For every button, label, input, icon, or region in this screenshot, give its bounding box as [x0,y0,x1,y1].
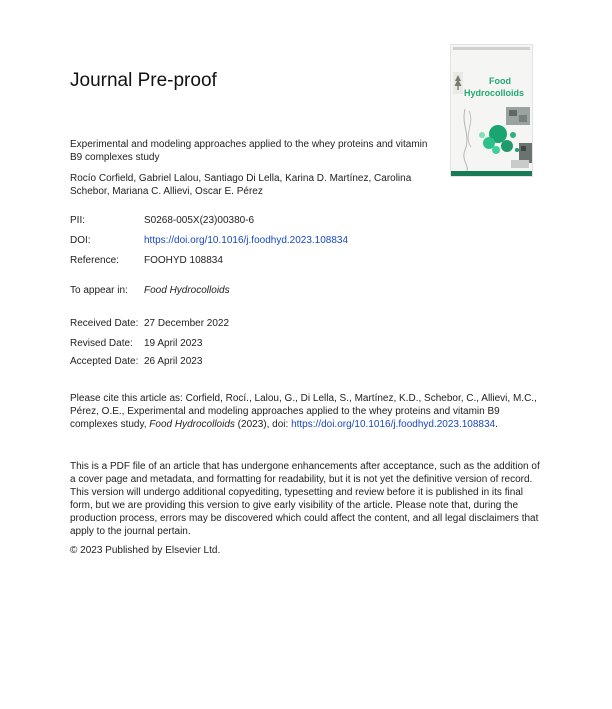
citation-prefix: Please cite this article as: Corfield, Rocí., Lalou, G., Di Lella, S., Martínez, K.D., Schebor, C., Allievi, M.C., Pérez, O.E., Experimental and modeling approaches applied to the whey proteins and vitamin B9 complexes study, [70,393,537,430]
reference-label: Reference: [70,255,119,266]
cover-artwork [451,105,533,171]
article-authors: Rocío Corfield, Gabriel Lalou, Santiago Di Lella, Karina D. Martínez, Carolina Schebor, Mariana C. Allievi, Oscar E. Pérez [70,173,412,197]
revised-date-value: 19 April 2023 [144,338,203,349]
cover-footer-strip [451,171,533,177]
cover-header-bar [453,47,530,50]
citation-paragraph [70,392,540,431]
journal-pre-proof-heading: Journal Pre-proof [70,70,217,91]
received-date-value: 27 December 2022 [144,318,230,329]
appear-in-label: To appear in: [70,285,128,296]
doi-link[interactable]: https://doi.org/10.1016/j.foodhyd.2023.108834 [144,235,349,246]
journal-cover-image [450,44,533,177]
cover-journal-title-line2: Hydrocolloids [464,88,525,98]
citation-middle: (2023), doi: [234,419,292,430]
disclaimer-paragraph: This is a PDF file of an article that has undergone enhancements after acceptance, such as the addition of a cover page and metadata, and formatting for readability, but it is not yet the definitive version of record. This version will undergo additional copyediting, typesetting and review before it is published in its final form, but we are providing this version to give early visibility of the article. Please note that, during the production process, errors may be discovered which could affect the content, and all legal disclaimers that apply to the journal pertain. [70,461,540,537]
accepted-date-label: Accepted Date: [70,356,139,367]
pii-value: S0268-005X(23)00380-6 [144,215,255,226]
doi-label: DOI: [70,235,91,246]
revised-date-label: Revised Date: [70,338,133,349]
reference-value: FOOHYD 108834 [144,255,223,266]
cover-journal-title-line1: Food [489,76,511,86]
citation-doi-link[interactable]: https://doi.org/10.1016/j.foodhyd.2023.108834 [291,419,496,430]
appear-in-journal: Food Hydrocolloids [144,285,230,296]
elsevier-tree-logo-icon [453,72,463,94]
citation-journal: Food Hydrocolloids [149,419,235,430]
copyright-notice: © 2023 Published by Elsevier Ltd. [70,545,221,556]
article-title: Experimental and modeling approaches applied to the whey proteins and vitamin B9 complexes study [70,139,428,163]
pii-label: PII: [70,215,86,226]
citation-suffix: . [495,419,498,430]
received-date-label: Received Date: [70,318,139,329]
accepted-date-value: 26 April 2023 [144,356,203,367]
